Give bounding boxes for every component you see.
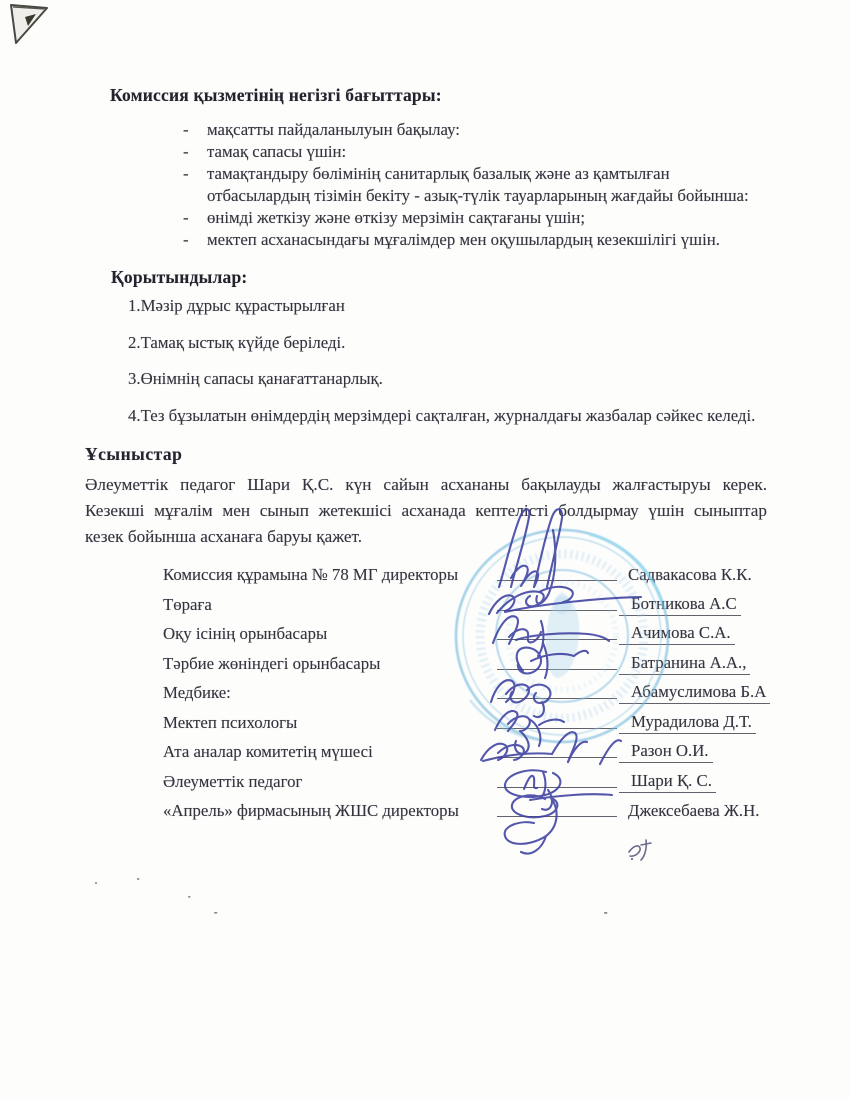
conclusion-item: 1.Мәзір дұрыс құрастырылған (128, 296, 345, 315)
role-label: Медбике: (163, 683, 231, 703)
corner-fold-mark (11, 5, 47, 43)
signatory-name: Батранина А.А., (619, 653, 750, 675)
scan-speck (95, 878, 607, 914)
role-label: Тәрбие жөніндегі орынбасары (163, 653, 381, 673)
list-item-text: - тамақтандыру бөлімінің санитарлық базалық және аз қамтылған (207, 163, 670, 183)
conclusion-item: 4.Тез бұзылатын өнімдердің мерзімдері сақталған, журналдағы жазбалар сәйкес келеді. (128, 405, 756, 425)
signatory-name: Разон О.И. (619, 741, 713, 763)
role-label: Әлеуметтік педагог (163, 771, 303, 791)
directions-list (183, 119, 773, 250)
recommendations-paragraph (85, 472, 767, 549)
role-label: Ата аналар комитетің мүшесі (163, 742, 373, 762)
signatory-name: Абамуслимова Б.А (619, 682, 770, 704)
signature-row (163, 589, 783, 618)
list-item-text: - тамақ сапасы үшін: (207, 141, 347, 161)
list-item-text: - өнімді жеткізу және өткізу мерзімін сақтағаны үшін; (207, 207, 586, 227)
signature-row (163, 766, 783, 795)
signature-row (163, 737, 783, 766)
role-label: «Апрель» фирмасының ЖШС директоры (163, 800, 459, 820)
signature-line (497, 698, 617, 699)
heading-directions: Комиссия қызметінің негізгі бағыттары: (110, 85, 442, 105)
signature-row (163, 707, 783, 736)
conclusions-list (128, 295, 755, 441)
role-label: Мектеп психологы (163, 712, 298, 732)
list-item (183, 229, 773, 251)
role-label: Комиссия құрамына № 78 МГ директоры (163, 565, 459, 585)
list-item (183, 163, 773, 185)
signature-row (163, 619, 783, 648)
list-item-continuation (183, 185, 773, 207)
signature-table (163, 560, 783, 825)
signature-row (163, 648, 783, 677)
list-item-text: отбасылардың тізімін бекіту - азық-түлік тауарларының жағдайы бойынша: (207, 185, 749, 205)
signatory-name: Ботникова А.С (619, 594, 741, 616)
signature-row (163, 560, 783, 589)
signature-line (497, 728, 617, 729)
ink-smudge (629, 840, 651, 860)
role-label: Төраға (163, 594, 212, 614)
signatory-name: Мурадилова Д.Т. (619, 712, 756, 734)
list-item (183, 207, 773, 229)
role-label: Оқу ісінің орынбасары (163, 624, 328, 644)
paragraph-line: Кезекші мұғалім мен сынып жетекшісі асханада кептелісті болдырмау үшін сыныптар (85, 500, 767, 520)
list-item-text: - мақсатты пайдаланылуын бақылау: (207, 120, 460, 139)
paragraph-line: Әлеуметтік педагог Шари Қ.С. күн сайын асхананы бақылауды жалғастыруы керек. (85, 475, 767, 494)
signature-line (497, 639, 617, 640)
list-item (183, 119, 773, 141)
signatory-name: Ачимова С.А. (619, 623, 735, 645)
signature-line (497, 610, 617, 611)
signatory-name: Садвакасова К.К. (628, 565, 752, 585)
heading-conclusions: Қорытындылар: (111, 267, 248, 287)
signature-row (163, 678, 783, 707)
list-item (183, 141, 773, 163)
signature-line (497, 757, 617, 758)
signature-line (497, 816, 617, 817)
conclusion-item: 3.Өнімнің сапасы қанағаттанарлық. (128, 369, 383, 389)
signature-line (497, 787, 617, 788)
heading-recommendations: Ұсыныстар (85, 444, 183, 464)
signature-line (497, 580, 617, 581)
conclusion-item: 2.Тамақ ыстық күйде беріледі. (128, 332, 346, 352)
signature-line (497, 669, 617, 670)
signatory-name: Шари Қ. С. (619, 771, 716, 793)
signatory-name: Джексебаева Ж.Н. (628, 800, 760, 820)
signature-row (163, 796, 783, 825)
list-item-text: - мектеп асханасындағы мұғалімдер мен оқушылардың кезекшілігі үшін. (207, 229, 720, 249)
paragraph-line: кезек бойынша асханаға баруы қажет. (85, 526, 363, 546)
